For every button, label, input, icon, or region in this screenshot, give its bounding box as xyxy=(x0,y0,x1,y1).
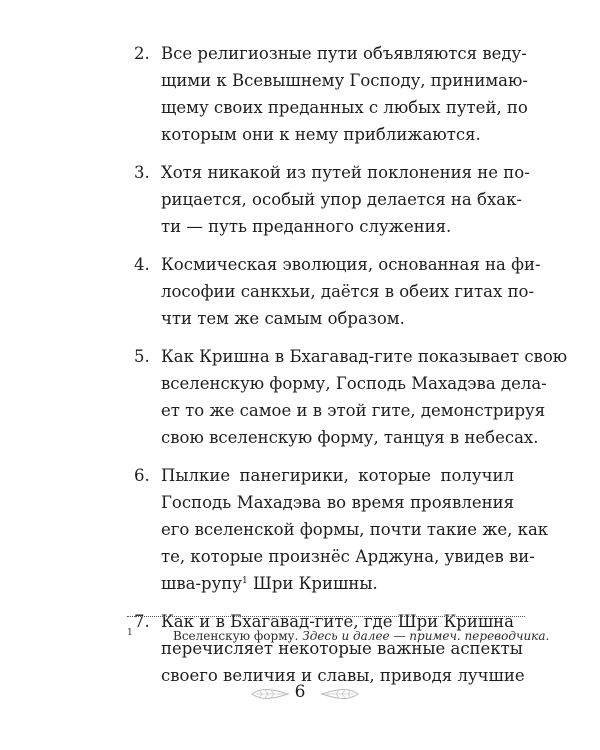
text-line: ет то же самое и в этой гите, демонстрируя xyxy=(161,401,546,420)
footnote-italic: Здесь и далее — примеч. переводчика. xyxy=(302,629,550,643)
text-line: щему своих преданных с любых путей, по xyxy=(161,98,528,117)
footnote-mark: 1 xyxy=(127,628,133,638)
text-line: щими к Всевышнему Господу, принимаю- xyxy=(161,71,528,90)
text-line: Хотя никакой из путей поклонения не по- xyxy=(161,163,530,182)
item-number: 2. xyxy=(134,44,150,63)
text-line: ти — путь преданного служения. xyxy=(161,217,452,236)
list-item xyxy=(134,462,549,597)
text-line: Как и в Бхагавад-гите, где Шри Кришна xyxy=(161,612,514,631)
footnote-ref: 1 xyxy=(242,576,248,586)
footnote-divider xyxy=(127,616,525,617)
item-number: 4. xyxy=(134,255,150,274)
footnote-plain: Вселенскую форму. xyxy=(173,629,299,643)
text-line: лософии санкхьи, даётся в обеих гитах по- xyxy=(161,282,535,301)
list-item xyxy=(134,251,541,332)
item-number: 5. xyxy=(134,347,150,366)
text-line: Господь Махадэва во время проявления xyxy=(161,493,514,512)
text-line: те, которые произнёс Арджуна, увидев ви- xyxy=(161,547,535,566)
text-line: его вселенской формы, почти такие же, как xyxy=(161,520,549,539)
text-line: которым они к нему приближаются. xyxy=(161,125,481,144)
text-line: своего величия и славы, приводя лучшие xyxy=(161,666,525,685)
text-line: чти тем же самым образом. xyxy=(161,309,405,328)
text-line: вселенскую форму, Господь Махадэва дела- xyxy=(161,374,547,393)
text-line: свою вселенскую форму, танцуя в небесах. xyxy=(161,428,539,447)
footnote-text xyxy=(173,628,549,644)
text-line xyxy=(161,570,514,597)
list-item xyxy=(134,343,568,451)
list-item xyxy=(134,159,530,240)
text-line: Как Кришна в Бхагавад-гите показывает свою xyxy=(161,347,568,366)
text-line: перечисляет некоторые важные аспекты xyxy=(161,639,523,658)
leaf-ornament-icon xyxy=(320,686,360,702)
page-number: 6 xyxy=(294,682,306,702)
text-line: Пылкие панегирики, которые получил xyxy=(161,466,514,485)
text-line: рицается, особый упор делается на бхак- xyxy=(161,190,522,209)
text-line: Космическая эволюция, основанная на фи- xyxy=(161,255,541,274)
text-line: Все религиозные пути объявляются веду- xyxy=(161,44,527,63)
item-number: 6. xyxy=(134,466,150,485)
item-number: 3. xyxy=(134,163,150,182)
item-number: 7. xyxy=(134,612,150,631)
list-item xyxy=(134,608,525,689)
list-item xyxy=(134,40,528,148)
numbered-list xyxy=(134,40,568,700)
text-fragment: шва-рупу xyxy=(161,574,243,593)
text-fragment: Шри Кришны. xyxy=(253,574,378,593)
